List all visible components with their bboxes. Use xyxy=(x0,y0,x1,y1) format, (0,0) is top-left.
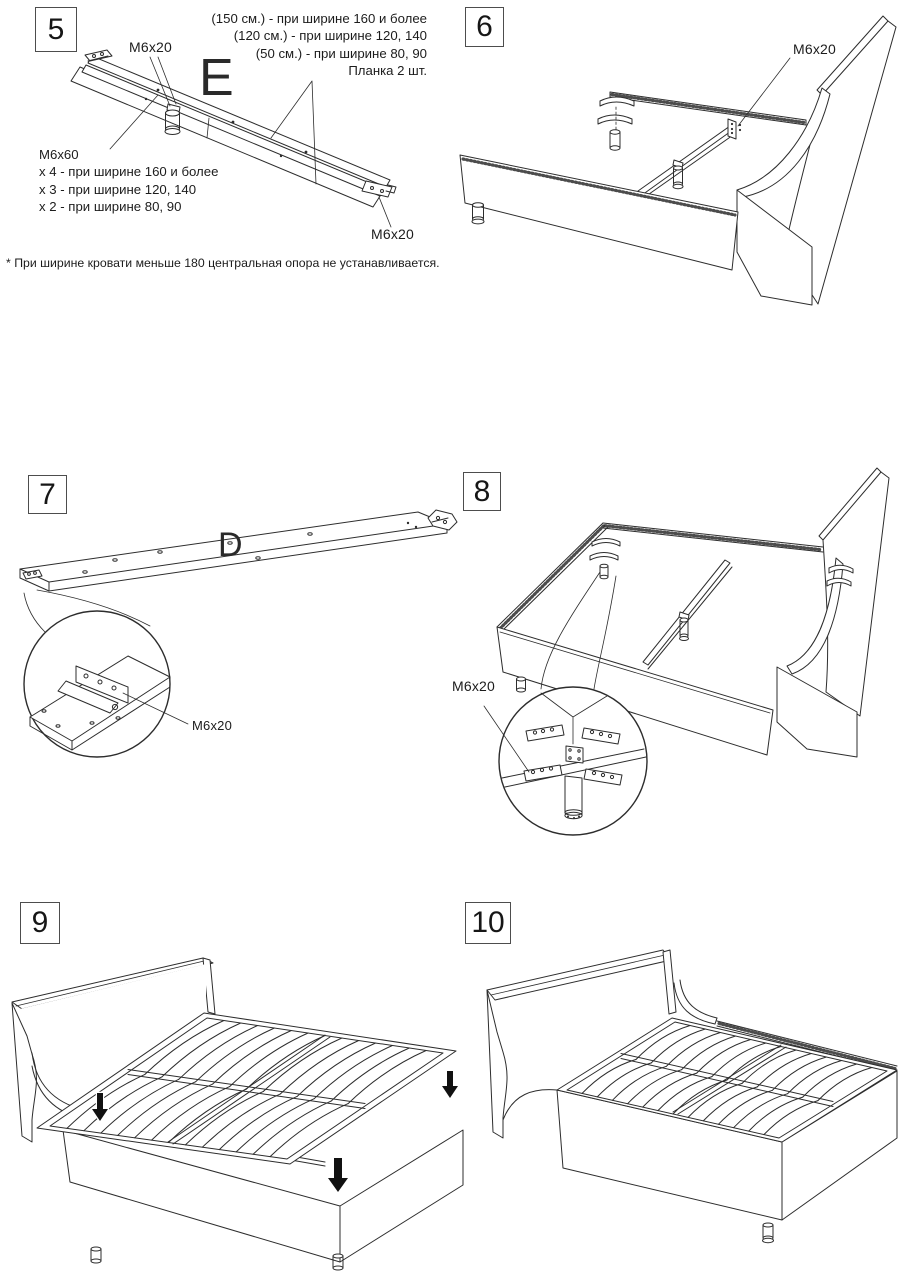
step-10-illustration xyxy=(465,890,900,1280)
bolt-option: х 4 - при ширине 160 и более xyxy=(39,164,219,180)
step-9-panel xyxy=(0,890,465,1280)
fastener-label-m6x20: M6x20 xyxy=(793,41,837,57)
plank-option: (150 см.) - при ширине 160 и более xyxy=(211,11,427,26)
step-number-box-7 xyxy=(28,475,67,514)
plank-option: (120 см.) - при ширине 120, 140 xyxy=(233,28,427,44)
step-9-illustration xyxy=(0,890,465,1280)
fastener-label-m6x20: M6x20 xyxy=(452,678,496,694)
step-number: 6 xyxy=(476,10,493,43)
step-number-box-8 xyxy=(463,472,501,511)
front-left-leg xyxy=(472,203,484,224)
step-10-panel xyxy=(465,890,900,1280)
step-number-box-9 xyxy=(20,902,60,944)
step-number: 7 xyxy=(39,477,56,511)
back-rail xyxy=(610,92,806,125)
bolt-option: M6x60 xyxy=(39,147,79,162)
center-beam-installed xyxy=(638,119,741,199)
plank-length-options xyxy=(211,10,427,80)
step-number: 8 xyxy=(473,474,491,508)
fastener-label-m6x20-bottom: M6x20 xyxy=(371,226,415,242)
down-arrow-icon xyxy=(442,1071,458,1098)
headboard xyxy=(819,468,889,716)
fastener-label-m6x20-top: M6x20 xyxy=(129,39,173,55)
leg-hardware-left-rail xyxy=(590,539,620,579)
plank-option: (50 см.) - при ширине 80, 90 xyxy=(255,45,427,61)
exploded-leg-hardware xyxy=(598,97,634,150)
bolt-option: х 2 - при ширине 80, 90 xyxy=(39,199,182,215)
step-7-panel xyxy=(0,460,460,880)
bolt-quantity-options xyxy=(39,146,218,216)
step-number: 10 xyxy=(471,906,505,939)
part-letter-d: D xyxy=(218,526,243,564)
step-8-illustration xyxy=(440,460,900,880)
down-arrow-icon xyxy=(328,1158,348,1192)
step-number: 5 xyxy=(47,12,65,46)
center-divider-beam xyxy=(643,560,732,669)
step-number-box-5 xyxy=(35,7,77,52)
step-number-box-6 xyxy=(465,7,504,47)
step-5-panel xyxy=(0,0,450,300)
step-number: 9 xyxy=(31,906,49,939)
fastener-label-m6x20: M6x20 xyxy=(192,718,233,733)
width-footnote: * При ширине кровати меньше 180 центральная опора не устанавливается. xyxy=(6,256,440,270)
front-side-rail xyxy=(460,155,738,270)
detail-callout xyxy=(24,590,188,757)
step-number-box-10 xyxy=(465,902,511,944)
plank-option: Планка 2 шт. xyxy=(348,63,427,79)
step-6-panel xyxy=(450,0,900,340)
part-letter-e: E xyxy=(199,49,234,107)
step-7-illustration xyxy=(0,460,460,880)
end-bracket-left xyxy=(85,50,112,61)
step-8-panel xyxy=(440,460,900,880)
bolt-option: х 3 - при ширине 120, 140 xyxy=(39,181,197,197)
